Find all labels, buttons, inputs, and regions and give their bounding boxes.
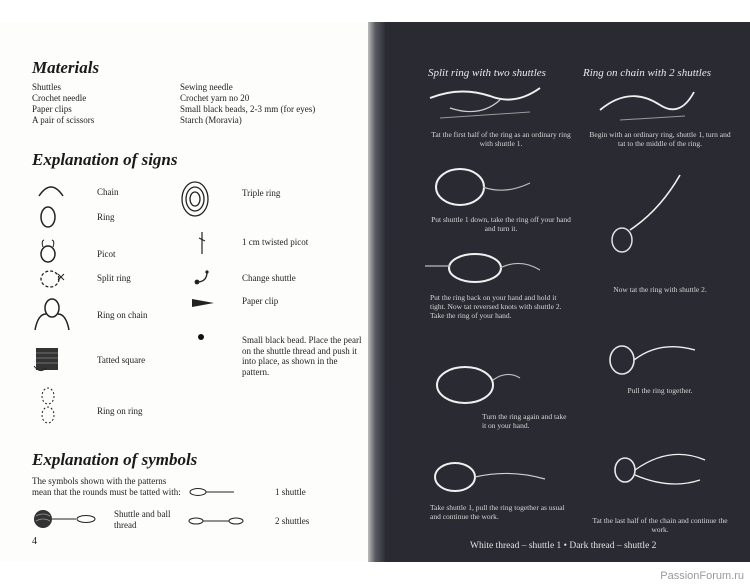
materials-item: Sewing needle: [180, 82, 233, 92]
sign-paper-clip-label: Paper clip: [242, 296, 279, 306]
symbols-heading: Explanation of symbols: [32, 450, 198, 469]
bead-icon: [196, 332, 206, 342]
step-illustration-right-1: [590, 80, 700, 130]
ring-on-chain-step-4: Tat the last half of the chain and continue the work.: [592, 516, 728, 534]
one-shuttle-icon: [186, 486, 236, 498]
sign-bead-label: Small black bead. Place the pearl on the shuttle thread and push it into place, as shown in the pattern.: [242, 335, 362, 377]
materials-heading: Materials: [32, 58, 100, 77]
twisted-picot-icon: [196, 230, 208, 256]
ring-on-ring-icon: [38, 386, 58, 426]
materials-item: Shuttles: [32, 82, 62, 92]
shuttle-ball-label: Shuttle and ball thread: [114, 509, 171, 530]
split-ring-heading: Split ring with two shuttles: [428, 67, 546, 79]
signs-heading: Explanation of signs: [32, 150, 178, 169]
ball-and-shuttle-icon: [32, 508, 102, 530]
sign-ring-label: Ring: [97, 212, 115, 222]
materials-item: Crochet needle: [32, 93, 87, 103]
split-ring-step-3: Put the ring back on your hand and hold it tight. Now tat reversed knots with shuttle 2. Take the ring of your hand.: [430, 293, 562, 320]
materials-item: Paper clips: [32, 104, 72, 114]
sign-tatted-square-label: Tatted square: [97, 355, 146, 365]
materials-item: A pair of scissors: [32, 115, 95, 125]
ring-on-chain-heading: Ring on chain with 2 shuttles: [583, 67, 712, 79]
step-illustration-left-3: [420, 248, 545, 288]
sign-twisted-picot-label: 1 cm twisted picot: [242, 237, 309, 247]
ring-on-chain-icon: [32, 296, 72, 332]
chain-icon: [36, 180, 66, 198]
split-ring-step-4: Turn the ring again and take it on your hand.: [482, 412, 567, 430]
split-ring-step-1: Tat the first half of the ring as an ordinary ring with shuttle 1.: [431, 130, 571, 148]
sign-split-ring-label: Split ring: [97, 273, 131, 283]
change-shuttle-icon: [193, 268, 213, 286]
step-illustration-left-4: [425, 360, 525, 410]
watermark: PassionForum.ru: [660, 570, 744, 582]
ring-on-chain-step-1: Begin with an ordinary ring, shuttle 1, turn and tat to the middle of the ring.: [589, 130, 731, 148]
two-shuttles-label: 2 shuttles: [275, 516, 310, 526]
materials-item: Small black beads, 2-3 mm (for eyes): [180, 104, 316, 114]
step-illustration-left-1: [420, 78, 550, 128]
sign-triple-ring-label: Triple ring: [242, 188, 281, 198]
split-ring-step-2: Put shuttle 1 down, take the ring off your hand and turn it.: [431, 215, 571, 233]
thread-legend: White thread – shuttle 1 • Dark thread – shuttle 2: [470, 541, 657, 551]
split-ring-icon: [36, 268, 66, 290]
two-shuttles-icon: [186, 515, 246, 527]
ring-on-chain-step-3: Pull the ring together.: [627, 386, 693, 395]
triple-ring-icon: [180, 180, 210, 218]
sign-change-shuttle-label: Change shuttle: [242, 273, 296, 283]
step-illustration-right-2: [600, 170, 700, 260]
sign-picot-label: Picot: [97, 249, 116, 259]
paper-clip-icon: [190, 296, 216, 310]
materials-item: Crochet yarn no 20: [180, 93, 250, 103]
page-gutter: [368, 22, 386, 562]
picot-icon: [36, 238, 60, 264]
materials-item: Starch (Moravia): [180, 115, 242, 125]
split-ring-step-5: Take shuttle 1, pull the ring together as usual and continue the work.: [430, 503, 565, 521]
tatted-square-icon: [32, 344, 62, 374]
sign-ring-on-chain-label: Ring on chain: [97, 310, 148, 320]
one-shuttle-label: 1 shuttle: [275, 487, 306, 497]
ring-icon: [38, 205, 58, 229]
step-illustration-right-4: [600, 440, 710, 500]
step-illustration-left-5: [425, 455, 550, 500]
sign-chain-label: Chain: [97, 187, 119, 197]
page-number: 4: [32, 536, 37, 547]
symbols-intro: The symbols shown with the patterns mean that the rounds must be tatted with:: [32, 476, 181, 497]
step-illustration-right-3: [600, 330, 700, 385]
step-illustration-left-2: [425, 165, 535, 220]
ring-on-chain-step-2: Now tat the ring with shuttle 2.: [613, 285, 707, 294]
sign-ring-on-ring-label: Ring on ring: [97, 406, 143, 416]
